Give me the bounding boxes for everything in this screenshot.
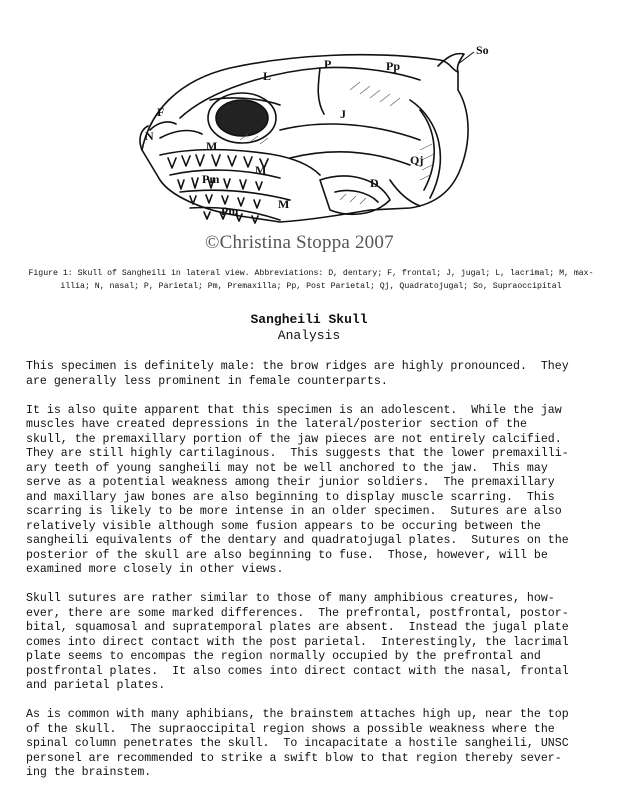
text-line: It is also quite apparent that this specimen is an adolescent. While the jaw [26,403,562,417]
text-line: scarring is likely to be more intense in an older specimen. Sutures are also [26,505,562,518]
text-line: posterior of the skull are also beginning to fuse. Those, however, will be [26,548,548,562]
text-line: examined more closely in other views. [26,563,284,576]
paragraph-4 [26,708,606,781]
label-so: So [476,43,489,57]
analysis-body [26,360,606,795]
skull-drawing [120,30,510,260]
page-title: Sangheili Skull [250,312,368,327]
text-line: muscles have created depressions in the lateral/posterior section of the [26,418,527,431]
label-p: P [324,57,332,71]
text-line: and maxillary jaw bones are also beginning to display muscle scarring. This [26,490,555,504]
text-line: As is common with many aphibians, the brainstem attaches high up, near the top [26,708,569,721]
text-line: plate seems to encompas the region normally occupied by the prefrontal and [26,650,541,663]
text-line: ary teeth of young sangheili may not be well anchored to the jaw. This may [26,461,548,475]
skull-illustration [120,30,510,260]
text-line: ing the brainstem. [26,766,152,779]
paragraph-3 [26,592,606,694]
page-subtitle: Analysis [277,328,341,343]
label-pm-lower: Pm [221,204,239,218]
label-n: N [145,129,154,143]
text-line: They are still highly cartilaginous. This suggests that the lower premaxilli- [26,447,569,460]
label-m-middle: M [255,163,267,177]
text-line: ever, there are some marked differences. The prefrontal, postfrontal, postor- [26,606,569,620]
text-line: personel are recommended to strike a swift blow to that region thereby sever- [26,751,562,765]
label-pp: Pp [386,59,401,73]
label-f: F [157,105,165,119]
text-line: serve as a potential weakness among their junior soldiers. The premaxillary [26,476,555,489]
caption-line: illia; N, nasal; P, Parietal; Pm, Premaxilla; Pp, Post Parietal; Qj, Quadratojugal; So, Supraoccipital [60,281,562,291]
text-line: sangheili equivalents of the dentary and quadratojugal plates. Sutures on the [26,534,569,547]
text-line: relatively visible although some fusion appears to be occuring between the [26,519,541,533]
caption-line: Figure 1: Skull of Sangheili in lateral view. Abbreviations: D, dentary; F, frontal; J, jugal; L, lacrimal; M, max- [28,269,594,278]
heading-block [0,312,618,344]
copyright-notice: ©Christina Stoppa 2007 [205,232,394,253]
label-m-lower: M [278,197,290,211]
text-line: are generally less prominent in female counterparts. [26,374,388,388]
label-j: J [340,107,346,121]
label-l: L [263,69,272,83]
label-m-upper: M [206,139,218,153]
label-pm-upper: Pm [202,172,220,186]
text-line: spinal column penetrates the skull. To incapacitate a hostile sangheili, UNSC [26,737,569,750]
text-line: bital, squamosal and supratemporal plates are absent. Instead the jugal plate [26,621,569,634]
label-qj: Qj [410,153,424,167]
paragraph-2 [26,404,606,578]
text-line: postfrontal plates. It also comes into direct contact with the nasal, frontal [26,664,569,678]
text-line: and parietal plates. [26,679,166,692]
label-d: D [370,176,379,190]
text-line: skull, the premaxillary portion of the jaw pieces are not entirely calcified. [26,432,562,446]
paragraph-1 [26,360,606,389]
text-line: of the skull. The supraoccipital region shows a possible weakness where the [26,722,555,736]
text-line: comes into direct contact with the post parietal. Interestingly, the lacrimal [26,635,569,649]
text-line: Skull sutures are rather similar to those of many amphibious creatures, how- [26,592,555,605]
text-line: This specimen is definitely male: the brow ridges are highly pronounced. They [26,360,569,373]
figure-caption [26,268,596,293]
